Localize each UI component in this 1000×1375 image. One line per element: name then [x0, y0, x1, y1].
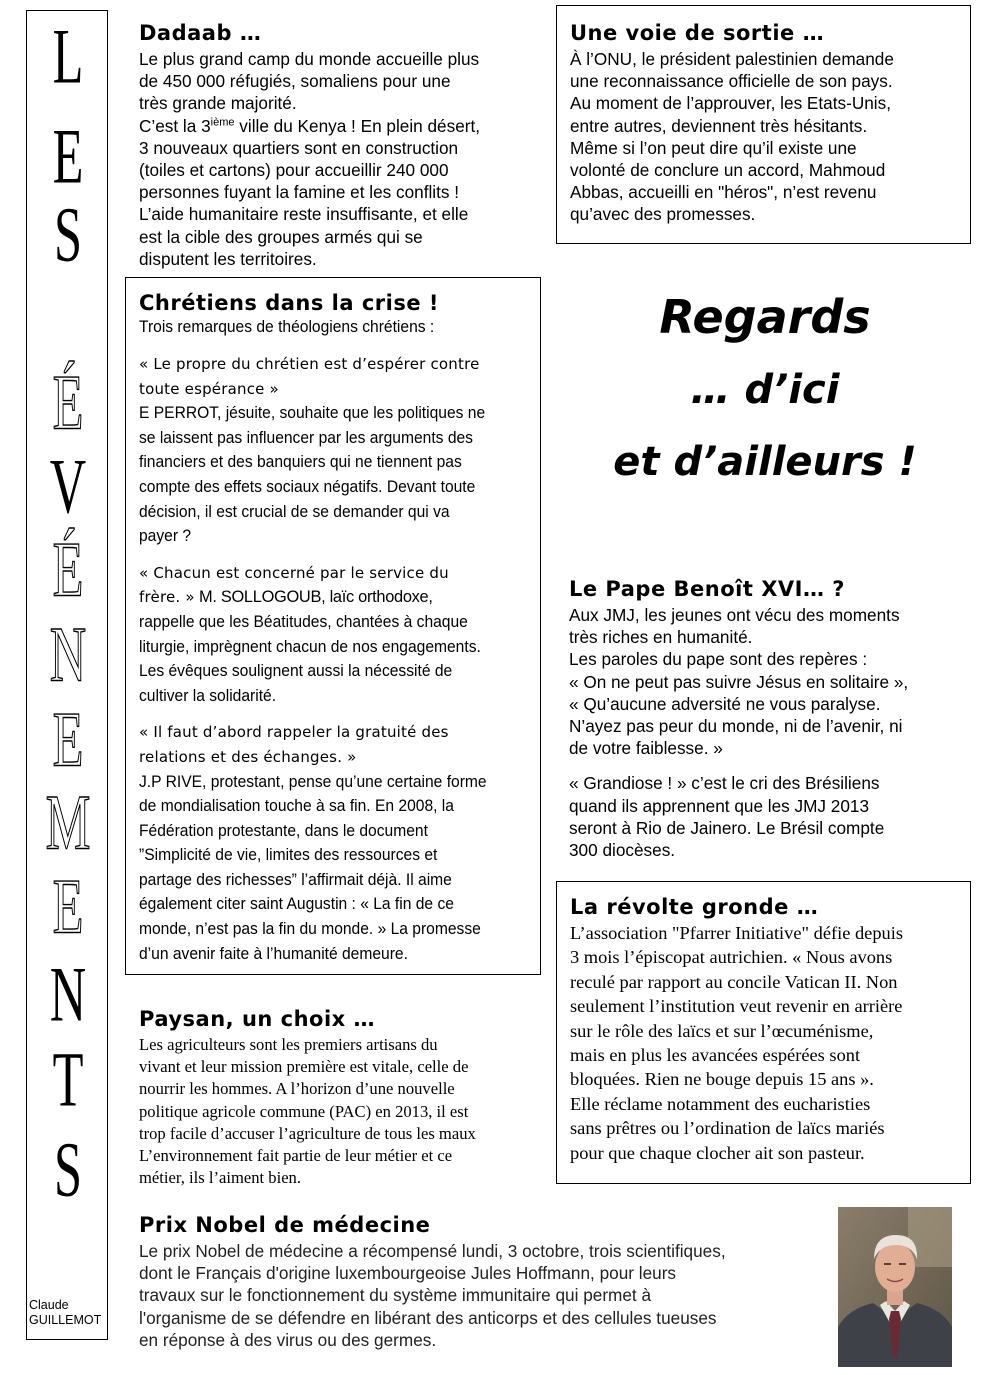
text-fragment: C’est la 3 — [139, 115, 211, 136]
article-body — [570, 48, 970, 226]
author-last-name: GUILLEMOT — [29, 1313, 102, 1327]
text-line: Abbas, accueilli en "héros", n’est revenu — [570, 182, 877, 203]
quote-1 — [139, 352, 540, 401]
article-body — [570, 921, 970, 1165]
text-line: J.P RIVE, protestant, pense qu’une certaine forme — [139, 771, 487, 791]
article-dadaab — [139, 20, 544, 270]
sidebar-title-letter: S — [53, 1127, 83, 1214]
text-line: financiers et des banquiers qui ne tiennent pas — [139, 452, 462, 472]
sidebar-title-letter: É — [52, 527, 84, 614]
sidebar-title-letter: T — [52, 1037, 84, 1124]
article-voie-de-sortie — [556, 5, 971, 244]
sidebar-title-letter: M — [45, 780, 91, 867]
text-line: est la cible des groupes armés qui se — [139, 226, 423, 247]
text-line: métier, ils l’aiment bien. — [139, 1168, 301, 1188]
article-chretiens-crise — [125, 277, 541, 975]
text-line: travaux sur le fonctionnement du système immunitaire qui permet à — [139, 1285, 652, 1306]
text-line: L’aide humanitaire reste insuffisante, et elle — [139, 204, 469, 225]
text-line: « Il faut d’abord rappeler la gratuité des — [139, 723, 449, 742]
sidebar-title-letter: L — [52, 14, 84, 101]
text-fragment: frère. » — [139, 588, 195, 607]
paragraph-2 — [139, 610, 541, 708]
sidebar-title-letter: É — [52, 360, 84, 447]
text-line: monde, n’est pas la fin du monde. » La promesse — [139, 919, 481, 939]
article-body — [139, 48, 544, 270]
text-line: dont le Français d'origine luxembourgeoise Jules Hoffmann, pour leurs — [139, 1263, 677, 1284]
text-line: se laissent pas influencer par les arguments des — [139, 427, 474, 447]
text-line: une reconnaissance officielle de son pays. — [570, 71, 893, 92]
article-body — [569, 604, 979, 759]
text-line: quand ils apprennent que les JMJ 2013 — [569, 795, 870, 816]
sidebar-title-letter: E — [52, 697, 84, 784]
text-line: cultiver la solidarité. — [139, 685, 277, 705]
article-title: Une voie de sortie … — [570, 21, 825, 45]
text-line: E PERROT, jésuite, souhaite que les politiques ne — [139, 403, 486, 423]
text-line: d’un avenir faite à l’humanité demeure. — [139, 943, 408, 963]
text-line: mais en plus les avancées espérées sont — [570, 1045, 861, 1066]
text-line: de 450 000 réfugiés, somaliens pour une — [139, 71, 451, 92]
text-line: Le plus grand camp du monde accueille plus — [139, 49, 480, 69]
text-line: rappelle que les Béatitudes, chantées à chaque — [139, 611, 468, 631]
article-paysan — [139, 1006, 539, 1189]
text-line: Les évêques soulignent aussi la nécessité de — [139, 661, 453, 681]
sidebar-title-letter: N — [49, 612, 87, 699]
text-line: N’ayez pas peur du monde, ni de l’avenir, ni — [569, 716, 903, 737]
article-pape — [569, 576, 979, 861]
article-title: Paysan, un choix … — [139, 1007, 376, 1031]
article-title: Prix Nobel de médecine — [139, 1213, 431, 1237]
text-line: en réponse à des virus ou des germes. — [139, 1329, 437, 1350]
author-credit — [29, 1298, 101, 1328]
article-title: Chrétiens dans la crise ! — [139, 291, 439, 315]
text-line: liturgie, imprègnent chacun de nos engagements. — [139, 636, 481, 656]
text-line: pour que chaque clocher ait son pasteur. — [570, 1142, 865, 1163]
text-line: très riches en humanité. — [569, 627, 753, 648]
sidebar-title-letter: E — [52, 864, 84, 951]
text-line: « Grandiose ! » c’est le cri des Brésiliens — [569, 773, 880, 794]
quote-2 — [139, 561, 540, 610]
article-body-2 — [569, 772, 979, 861]
text-line: vivant et leur mission première est vitale, celle de — [139, 1057, 469, 1077]
text-line: seulement l’institution veut revenir en arrière — [570, 996, 903, 1017]
quote-3 — [139, 720, 540, 769]
text-line: 3 nouveaux quartiers sont en construction — [139, 137, 459, 158]
text-line: l'organisme de se défendre en libérant des anticorps et des cellules tueuses — [139, 1307, 717, 1328]
text-line: Le prix Nobel de médecine a récompensé lundi, 3 octobre, trois scientifiques, — [139, 1241, 726, 1261]
text-line: de votre faiblesse. » — [569, 738, 723, 759]
text-line: sans prêtres ou l’ordination de laïcs mariés — [570, 1118, 885, 1139]
portrait-photo — [838, 1207, 952, 1367]
author-first-name: Claude — [29, 1298, 69, 1312]
text-line: Les agriculteurs sont les premiers artisans du — [139, 1035, 438, 1054]
text-line: qu’avec des promesses. — [570, 204, 756, 225]
text-line: partage des richesses” l’affirmait déjà. Il aime — [139, 869, 452, 889]
text-line: politique agricole commune (PAC) en 2013, il est — [139, 1101, 469, 1121]
text-fragment: ville du Kenya ! En plein désert, — [234, 115, 481, 136]
paragraph-1 — [139, 401, 541, 549]
portrait-illustration — [838, 1207, 952, 1367]
article-revolte — [556, 881, 971, 1184]
text-line: très grande majorité. — [139, 93, 297, 114]
article-nobel — [139, 1212, 829, 1351]
text-line: entre autres, deviennent très hésitants. — [570, 115, 868, 136]
text-line: À l’ONU, le président palestinien demande — [570, 49, 894, 69]
text-line: disputent les territoires. — [139, 248, 317, 269]
article-title: La révolte gronde … — [570, 895, 819, 919]
text-line — [139, 585, 540, 610]
article-intro — [139, 316, 541, 338]
text-line: également citer saint Augustin : « La fin de ce — [139, 894, 454, 914]
text-line — [139, 115, 544, 137]
text-line: (toiles et cartons) pour accueillir 240 000 — [139, 160, 449, 181]
article-title: Le Pape Benoît XVI… ? — [569, 577, 845, 601]
text-fragment: M. SOLLOGOUB, laïc orthodoxe, — [194, 588, 433, 607]
text-line: Trois remarques de théologiens chrétiens : — [139, 317, 435, 336]
regards-heading-line2: … d’ici — [690, 367, 840, 413]
text-line: payer ? — [139, 526, 192, 546]
text-line: Aux JMJ, les jeunes ont vécu des moments — [569, 605, 900, 625]
text-line: trop facile d’accuser l’agriculture de tous les maux — [139, 1123, 476, 1143]
paragraph-3 — [139, 770, 541, 967]
sidebar-title-letter: S — [53, 192, 83, 279]
sidebar-title-letter: V — [49, 444, 87, 531]
text-line: bloquées. Rien ne bouge depuis 15 ans ». — [570, 1069, 874, 1090]
text-line: Même si l’on peut dire qu’il existe une — [570, 137, 857, 158]
text-line: L’environnement fait partie de leur métier et ce — [139, 1146, 453, 1166]
text-line: Fédération protestante, dans le document — [139, 820, 428, 840]
text-line: décision, il est crucial de se demander qui va — [139, 501, 450, 521]
text-line: relations et des échanges. » — [139, 747, 357, 766]
text-line: ”Simplicité de vie, limites des ressources et — [139, 845, 438, 865]
text-line: sur le rôle des laïcs et sur l’œcuménisme, — [570, 1020, 874, 1041]
text-line: personnes fuyant la famine et les conflits ! — [139, 182, 460, 203]
article-title: Dadaab … — [139, 21, 262, 45]
article-body — [139, 1240, 829, 1351]
regards-heading-line3: et d’ailleurs ! — [613, 439, 917, 485]
text-line: compte des effets sociaux négatifs. Devant toute — [139, 476, 476, 496]
text-line: seront à Rio de Jainero. Le Brésil compte — [569, 817, 885, 838]
article-body — [139, 1034, 539, 1189]
text-line: de mondialisation touche à sa fin. En 2008, la — [139, 796, 454, 816]
text-line: Au moment de l’approuver, les Etats-Unis, — [570, 93, 891, 114]
sidebar-title-letter: E — [52, 114, 84, 201]
text-line: 3 mois l’épiscopat autrichien. « Nous avons — [570, 947, 893, 968]
text-line: « Chacun est concerné par le service du — [139, 563, 449, 582]
text-line: nourrir les hommes. A l’horizon d’une nouvelle — [139, 1079, 455, 1099]
sidebar-title-letter: N — [49, 952, 87, 1039]
regards-heading-line1: Regards — [659, 290, 871, 344]
text-line: Les paroles du pape sont des repères : — [569, 649, 868, 670]
text-line: Elle réclame notamment des eucharisties — [570, 1093, 871, 1114]
text-line: reculé par rapport au concile Vatican II. Non — [570, 971, 898, 992]
text-line: « Qu’aucune adversité ne vous paralyse. — [569, 693, 881, 714]
text-line: 300 diocèses. — [569, 840, 676, 861]
text-line: L’association "Pfarrer Initiative" défie depuis — [570, 923, 903, 943]
text-line: toute espérance » — [139, 379, 279, 398]
text-line: « On ne peut pas suivre Jésus en solitaire », — [569, 671, 909, 692]
sidebar-title-box — [26, 10, 108, 1340]
text-line: volonté de conclure un accord, Mahmoud — [570, 160, 886, 181]
text-line: « Le propre du chrétien est d’espérer contre — [139, 355, 480, 373]
superscript: ième — [210, 115, 235, 128]
